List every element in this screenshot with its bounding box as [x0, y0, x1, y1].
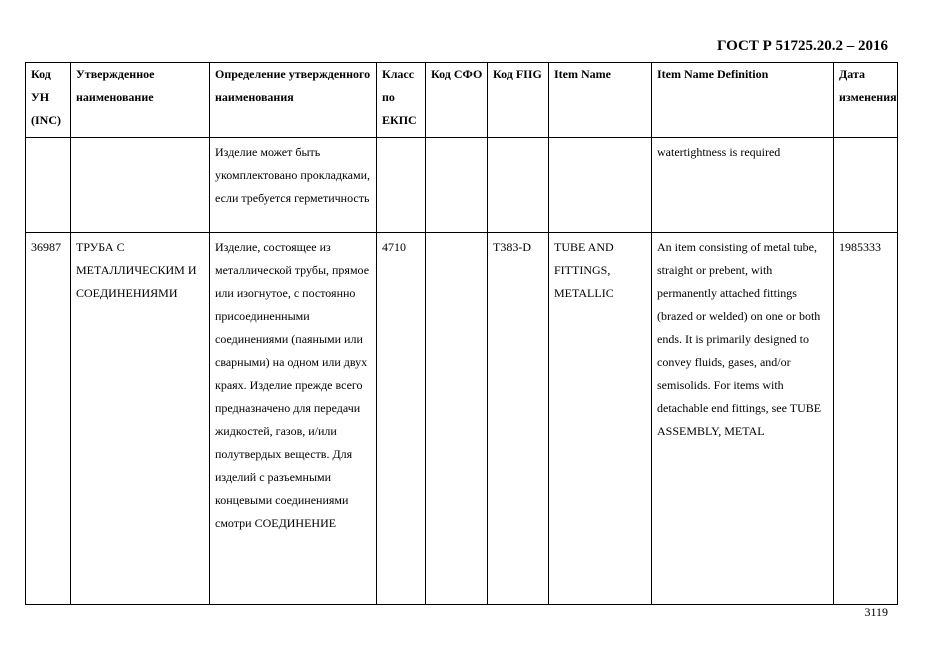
header-ekps-class: Класс по ЕКПС: [377, 63, 426, 138]
cell-approved-name: [71, 138, 210, 233]
header-name-definition: Определение утвержденного наименования: [210, 63, 377, 138]
cell-approved-name: ТРУБА С МЕТАЛЛИЧЕСКИМ И СОЕДИНЕНИЯМИ: [71, 233, 210, 605]
cell-ekps-class: 4710: [377, 233, 426, 605]
header-inc-code: Код УН (INC): [26, 63, 71, 138]
header-row: [26, 63, 898, 138]
header-change-date: Дата изменения: [834, 63, 898, 138]
cell-item-name: [549, 138, 652, 233]
header-item-name-definition: Item Name Definition: [652, 63, 834, 138]
table-row: [26, 233, 898, 605]
cell-inc-code: [26, 138, 71, 233]
cell-fiig-code: [488, 138, 549, 233]
header-item-name: Item Name: [549, 63, 652, 138]
cell-name-definition: Изделие, состоящее из металлической трубы, прямое или изогнутое, с постоянно присоединенными соединениями (паяными или сварными) на одном или двух краях. Изделие прежде всего предназначено для передачи жидкостей, газов, и/или полутвердых веществ. Для изделий с разъемными концевыми соединениями смотри СОЕДИНЕНИЕ: [210, 233, 377, 605]
cell-fiig-code: T383-D: [488, 233, 549, 605]
cell-sfo-code: [426, 233, 488, 605]
cell-sfo-code: [426, 138, 488, 233]
table-row: [26, 138, 898, 233]
header-approved-name: Утвержденное наименование: [71, 63, 210, 138]
cell-item-name: TUBE AND FITTINGS, METALLIC: [549, 233, 652, 605]
cell-inc-code: 36987: [26, 233, 71, 605]
cell-name-definition: Изделие может быть укомплектовано прокладками, если требуется герметичность: [210, 138, 377, 233]
cell-ekps-class: [377, 138, 426, 233]
header-sfo-code: Код СФО: [426, 63, 488, 138]
document-code: ГОСТ Р 51725.20.2 – 2016: [716, 38, 888, 54]
header-fiig-code: Код FIIG: [488, 63, 549, 138]
page-number: 3119: [864, 605, 888, 619]
catalog-table: [25, 62, 898, 605]
cell-item-name-definition: An item consisting of metal tube, straight or prebent, with permanently attached fittings (brazed or welded) on one or both ends. It is primarily designed to convey fluids, gases, and/or semisolids. For items with detachable end fittings, see TUBE ASSEMBLY, METAL: [652, 233, 834, 605]
cell-change-date: 1985333: [834, 233, 898, 605]
cell-change-date: [834, 138, 898, 233]
cell-item-name-definition: watertightness is required: [652, 138, 834, 233]
